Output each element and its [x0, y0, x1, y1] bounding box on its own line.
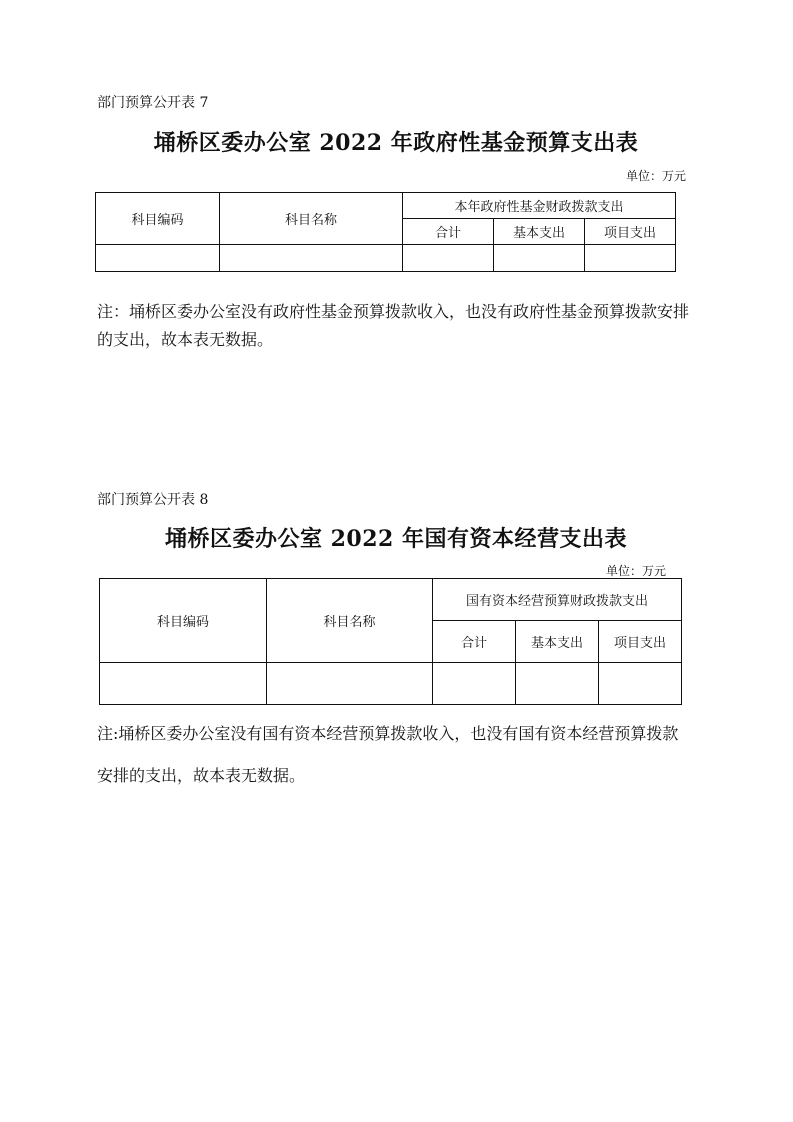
- table-cell: [220, 245, 403, 272]
- table8-unit: 单位：万元: [605, 564, 666, 578]
- table8-empty-row: [100, 663, 682, 705]
- table7-header-project: 项目支出: [585, 219, 676, 245]
- table-cell: [267, 663, 433, 705]
- table7-header-basic: 基本支出: [494, 219, 585, 245]
- table7-header-group: 本年政府性基金财政拨款支出: [403, 193, 676, 219]
- table7-unit: 单位：万元: [625, 169, 686, 183]
- table-cell: [494, 245, 585, 272]
- table7-empty-row: [96, 245, 676, 272]
- table8-tag: 部门预算公开表 8: [97, 492, 209, 508]
- table-cell: [433, 663, 516, 705]
- table7-header-name: 科目名称: [220, 193, 403, 245]
- table8-note: 注:埇桥区委办公室没有国有资本经营预算拨款收入，也没有国有资本经营预算拨款安排的支出，故本表无数据。: [97, 724, 679, 785]
- table8-header-total: 合计: [433, 621, 516, 663]
- table8: [99, 578, 682, 705]
- table-cell: [403, 245, 494, 272]
- table-cell: [599, 663, 682, 705]
- table7: [95, 192, 676, 272]
- table7-header-total: 合计: [403, 219, 494, 245]
- table7-title: 埇桥区委办公室 2022 年政府性基金预算支出表: [153, 130, 639, 156]
- table8-header-basic: 基本支出: [516, 621, 599, 663]
- table8-title: 埇桥区委办公室 2022 年国有资本经营支出表: [164, 526, 628, 552]
- table8-header-code: 科目编码: [100, 579, 267, 663]
- table7-header-code: 科目编码: [96, 193, 220, 245]
- table8-header-project: 项目支出: [599, 621, 682, 663]
- table7-tag: 部门预算公开表 7: [97, 95, 209, 111]
- table-cell: [516, 663, 599, 705]
- table7-note: 注：埇桥区委办公室没有政府性基金预算拨款收入，也没有政府性基金预算拨款安排的支出，故本表无数据。: [97, 302, 690, 349]
- table8-header-group: 国有资本经营预算财政拨款支出: [433, 579, 682, 621]
- table8-header-name: 科目名称: [267, 579, 433, 663]
- table-cell: [100, 663, 267, 705]
- table-cell: [96, 245, 220, 272]
- table-cell: [585, 245, 676, 272]
